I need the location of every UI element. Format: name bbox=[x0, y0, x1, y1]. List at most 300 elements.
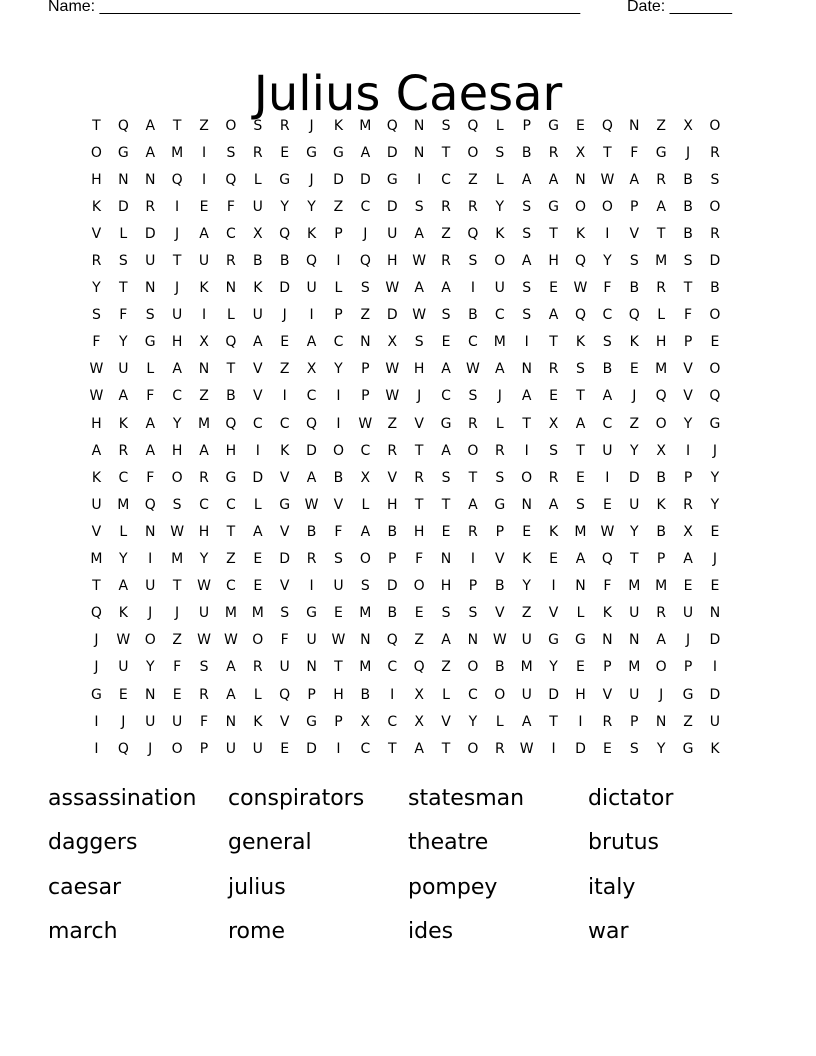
grid-letter: U bbox=[709, 713, 721, 730]
grid-letter: U bbox=[198, 253, 210, 270]
grid-letter: S bbox=[172, 496, 182, 513]
date-blank: _______ bbox=[669, 0, 732, 15]
grid-letter: R bbox=[656, 280, 667, 297]
grid-letter: J bbox=[175, 605, 180, 622]
grid-letter: U bbox=[279, 659, 290, 676]
grid-letter: O bbox=[574, 198, 586, 215]
grid-letter: J bbox=[685, 632, 691, 649]
grid-letter: R bbox=[279, 117, 290, 134]
grid-letter: I bbox=[94, 713, 99, 730]
grid-letter: L bbox=[334, 280, 343, 297]
grid-letter: I bbox=[201, 171, 207, 188]
grid-letter: J bbox=[175, 225, 180, 242]
grid-letter: O bbox=[359, 551, 371, 568]
grid-letter: N bbox=[144, 523, 156, 540]
page-title: Julius Caesar bbox=[253, 66, 563, 123]
grid-letter: Y bbox=[334, 361, 343, 378]
grid-letter: X bbox=[575, 144, 586, 161]
grid-letter: N bbox=[575, 171, 586, 188]
grid-letter: H bbox=[91, 171, 102, 188]
grid-letter: B bbox=[683, 171, 693, 188]
grid-letter: Y bbox=[92, 280, 101, 297]
grid-letter: W bbox=[116, 632, 131, 649]
grid-letter: B bbox=[468, 307, 478, 324]
grid-letter: K bbox=[629, 334, 639, 351]
grid-letter: B bbox=[521, 144, 532, 161]
grid-letter: E bbox=[280, 144, 290, 161]
grid-letter: Y bbox=[468, 713, 478, 730]
grid-letter: Z bbox=[279, 361, 290, 378]
grid-letter: V bbox=[387, 469, 398, 486]
grid-letter: Y bbox=[683, 415, 693, 432]
grid-letter: I bbox=[685, 442, 691, 459]
word-list-item: italy bbox=[588, 874, 636, 900]
grid-letter: U bbox=[387, 225, 398, 242]
grid-letter: S bbox=[468, 388, 478, 405]
grid-letter: J bbox=[94, 632, 99, 649]
grid-letter: A bbox=[521, 253, 532, 270]
grid-letter: Y bbox=[549, 659, 558, 676]
grid-letter: N bbox=[360, 334, 371, 351]
grid-letter: J bbox=[175, 280, 180, 297]
grid-letter: G bbox=[682, 740, 694, 757]
grid-letter: Y bbox=[629, 523, 639, 540]
grid-letter: W bbox=[89, 361, 104, 378]
grid-letter: O bbox=[171, 740, 183, 757]
grid-letter: G bbox=[225, 469, 237, 486]
grid-letter: L bbox=[119, 225, 128, 242]
grid-letter: S bbox=[360, 578, 370, 595]
grid-letter: R bbox=[656, 605, 667, 622]
grid-letter: Z bbox=[414, 632, 424, 649]
grid-letter: J bbox=[685, 144, 691, 161]
grid-letter: Q bbox=[413, 659, 425, 676]
grid-letter: C bbox=[226, 225, 236, 242]
grid-letter: G bbox=[494, 496, 506, 513]
grid-letter: Z bbox=[683, 713, 693, 730]
grid-letter: N bbox=[198, 361, 210, 378]
grid-letter: O bbox=[467, 659, 479, 676]
grid-letter: J bbox=[121, 713, 126, 730]
grid-letter: A bbox=[575, 415, 586, 432]
grid-letter: D bbox=[709, 632, 721, 649]
grid-letter: L bbox=[119, 523, 128, 540]
grid-letter: K bbox=[602, 605, 612, 622]
grid-letter: Q bbox=[117, 117, 129, 134]
grid-letter: V bbox=[441, 713, 451, 730]
grid-letter: U bbox=[521, 632, 532, 649]
grid-letter: C bbox=[118, 469, 129, 486]
grid-letter: N bbox=[655, 713, 667, 730]
grid-letter: R bbox=[494, 740, 505, 757]
grid-letter: A bbox=[145, 117, 156, 134]
grid-letter: A bbox=[306, 469, 317, 486]
grid-letter: M bbox=[655, 253, 668, 270]
grid-letter: A bbox=[360, 144, 371, 161]
grid-letter: I bbox=[524, 334, 529, 351]
grid-letter: U bbox=[252, 307, 263, 324]
grid-letter: L bbox=[495, 713, 504, 730]
grid-letter: D bbox=[252, 469, 264, 486]
grid-letter: B bbox=[387, 605, 398, 622]
grid-letter: O bbox=[709, 117, 721, 134]
grid-letter: U bbox=[629, 686, 640, 703]
grid-letter: O bbox=[467, 740, 479, 757]
grid-letter: A bbox=[118, 578, 129, 595]
grid-letter: I bbox=[282, 388, 287, 405]
grid-letter: X bbox=[656, 442, 666, 459]
grid-letter: X bbox=[360, 469, 371, 486]
grid-letter: A bbox=[253, 334, 263, 351]
grid-letter: O bbox=[601, 198, 613, 215]
grid-letter: A bbox=[414, 280, 424, 297]
grid-letter: I bbox=[148, 551, 153, 568]
grid-letter: W bbox=[197, 578, 211, 595]
grid-letter: G bbox=[386, 171, 398, 188]
grid-letter: A bbox=[548, 307, 559, 324]
grid-letter: H bbox=[386, 496, 398, 513]
grid-letter: E bbox=[549, 280, 559, 297]
grid-letter: W bbox=[492, 632, 507, 649]
grid-letter: V bbox=[495, 551, 505, 568]
grid-letter: G bbox=[306, 605, 317, 622]
grid-letter: H bbox=[386, 253, 398, 270]
grid-letter: Q bbox=[601, 551, 613, 568]
grid-letter: S bbox=[414, 198, 424, 215]
grid-letter: Q bbox=[306, 415, 318, 432]
grid-letter: M bbox=[359, 659, 372, 676]
grid-letter: X bbox=[199, 334, 209, 351]
grid-letter: X bbox=[548, 415, 559, 432]
grid-letter: R bbox=[548, 469, 559, 486]
grid-letter: O bbox=[413, 578, 425, 595]
grid-letter: L bbox=[253, 686, 262, 703]
grid-letter: R bbox=[468, 198, 478, 215]
word-list-item: julius bbox=[228, 874, 286, 900]
grid-letter: G bbox=[117, 144, 129, 161]
word-list-item: dictator bbox=[588, 785, 674, 811]
grid-letter: R bbox=[91, 253, 102, 270]
grid-letter: G bbox=[575, 632, 586, 649]
grid-letter: L bbox=[146, 361, 155, 378]
grid-letter: T bbox=[683, 280, 693, 297]
word-list-item: march bbox=[48, 919, 118, 945]
grid-letter: G bbox=[709, 415, 721, 432]
grid-letter: I bbox=[336, 253, 341, 270]
grid-letter: N bbox=[629, 117, 640, 134]
grid-letter: T bbox=[576, 388, 585, 405]
grid-letter: A bbox=[306, 334, 317, 351]
grid-letter: R bbox=[226, 253, 236, 270]
grid-letter: W bbox=[385, 388, 400, 405]
grid-letter: Q bbox=[144, 496, 156, 513]
grid-letter: R bbox=[252, 144, 263, 161]
grid-letter: A bbox=[145, 144, 156, 161]
grid-letter: V bbox=[414, 415, 424, 432]
grid-letter: C bbox=[279, 415, 290, 432]
grid-letter: B bbox=[683, 198, 693, 215]
grid-letter: S bbox=[683, 253, 693, 270]
grid-letter: U bbox=[306, 632, 317, 649]
grid-letter: C bbox=[441, 171, 451, 188]
grid-letter: X bbox=[252, 225, 263, 242]
grid-letter: K bbox=[575, 225, 586, 242]
grid-letter: R bbox=[683, 496, 693, 513]
grid-letter: I bbox=[94, 740, 99, 757]
grid-letter: K bbox=[306, 225, 317, 242]
grid-letter: Q bbox=[574, 307, 586, 324]
grid-letter: T bbox=[334, 659, 343, 676]
grid-letter: S bbox=[629, 740, 639, 757]
grid-letter: W bbox=[412, 253, 427, 270]
grid-letter: I bbox=[524, 442, 529, 459]
grid-letter: R bbox=[145, 198, 156, 215]
grid-letter: E bbox=[629, 361, 639, 378]
grid-letter: A bbox=[441, 361, 451, 378]
word-list-item: theatre bbox=[408, 830, 489, 856]
grid-letter: P bbox=[388, 551, 397, 568]
grid-letter: H bbox=[225, 442, 237, 459]
grid-letter: E bbox=[576, 117, 585, 134]
grid-letter: E bbox=[441, 523, 451, 540]
grid-letter: F bbox=[199, 713, 209, 730]
grid-letter: F bbox=[92, 334, 101, 351]
grid-letter: E bbox=[549, 388, 559, 405]
word-list-item: caesar bbox=[48, 874, 122, 900]
grid-letter: F bbox=[684, 307, 693, 324]
name-label: Name: bbox=[48, 0, 96, 15]
grid-letter: V bbox=[683, 361, 693, 378]
grid-letter: P bbox=[334, 713, 343, 730]
grid-letter: N bbox=[306, 659, 317, 676]
grid-letter: H bbox=[413, 523, 425, 540]
grid-letter: C bbox=[306, 388, 317, 405]
grid-letter: A bbox=[441, 280, 451, 297]
grid-letter: S bbox=[576, 496, 585, 513]
grid-letter: N bbox=[602, 632, 613, 649]
grid-letter: L bbox=[495, 171, 504, 188]
word-list-item: pompey bbox=[408, 874, 498, 900]
grid-letter: K bbox=[199, 280, 209, 297]
grid-letter: N bbox=[225, 713, 237, 730]
grid-letter: I bbox=[336, 388, 341, 405]
word-list-item: conspirators bbox=[228, 785, 365, 811]
grid-letter: Q bbox=[386, 117, 398, 134]
grid-letter: W bbox=[519, 740, 534, 757]
grid-letter: N bbox=[440, 551, 452, 568]
grid-letter: P bbox=[495, 523, 505, 540]
grid-letter: A bbox=[468, 496, 478, 513]
grid-letter: A bbox=[91, 442, 102, 459]
grid-letter: D bbox=[306, 740, 317, 757]
grid-letter: G bbox=[91, 686, 102, 703]
grid-letter: E bbox=[576, 659, 585, 676]
grid-letter: T bbox=[522, 415, 531, 432]
grid-letter: B bbox=[306, 523, 317, 540]
grid-letter: Z bbox=[226, 551, 236, 568]
grid-letter: F bbox=[119, 307, 128, 324]
grid-letter: N bbox=[144, 686, 156, 703]
grid-letter: Q bbox=[628, 307, 640, 324]
grid-letter: Y bbox=[199, 551, 209, 568]
grid-letter: E bbox=[280, 334, 290, 351]
grid-letter: J bbox=[417, 388, 422, 405]
grid-letter: V bbox=[548, 605, 559, 622]
grid-letter: T bbox=[172, 117, 182, 134]
grid-letter: O bbox=[655, 415, 667, 432]
grid-letter: W bbox=[170, 523, 185, 540]
grid-letter: T bbox=[656, 225, 666, 242]
name-blank: ______________________________________________________ bbox=[99, 0, 581, 15]
grid-letter: R bbox=[199, 686, 209, 703]
grid-letter: T bbox=[603, 144, 612, 161]
grid-letter: B bbox=[683, 225, 693, 242]
grid-letter: N bbox=[413, 117, 425, 134]
grid-letter: N bbox=[521, 361, 532, 378]
grid-letter: Y bbox=[522, 578, 531, 595]
grid-letter: A bbox=[656, 632, 666, 649]
grid-letter: U bbox=[602, 442, 613, 459]
grid-letter: V bbox=[279, 469, 290, 486]
grid-letter: A bbox=[199, 442, 209, 459]
grid-letter: T bbox=[226, 361, 236, 378]
grid-letter: Z bbox=[199, 388, 209, 405]
grid-letter: G bbox=[306, 144, 317, 161]
grid-letter: H bbox=[440, 578, 452, 595]
grid-letter: G bbox=[333, 144, 344, 161]
grid-letter: A bbox=[226, 686, 236, 703]
grid-letter: D bbox=[548, 686, 559, 703]
grid-letter: Q bbox=[386, 632, 398, 649]
grid-letter: C bbox=[360, 740, 371, 757]
grid-letter: E bbox=[602, 740, 612, 757]
grid-letter: S bbox=[710, 171, 720, 188]
grid-letter: S bbox=[441, 469, 451, 486]
grid-letter: S bbox=[253, 117, 263, 134]
grid-letter: O bbox=[494, 253, 506, 270]
grid-letter: A bbox=[414, 225, 424, 242]
grid-letter: C bbox=[199, 496, 209, 513]
grid-letter: U bbox=[171, 713, 183, 730]
grid-letter: S bbox=[199, 659, 209, 676]
grid-letter: I bbox=[201, 144, 207, 161]
grid-letter: E bbox=[522, 523, 532, 540]
grid-letter: T bbox=[226, 523, 236, 540]
grid-letter: W bbox=[223, 632, 238, 649]
grid-letter: S bbox=[629, 253, 639, 270]
grid-letter: U bbox=[306, 280, 317, 297]
grid-letter: W bbox=[304, 496, 319, 513]
grid-letter: E bbox=[172, 686, 182, 703]
grid-letter: H bbox=[91, 415, 102, 432]
grid-letter: U bbox=[252, 198, 263, 215]
grid-letter: I bbox=[551, 578, 556, 595]
grid-letter: J bbox=[309, 171, 314, 188]
grid-letter: O bbox=[171, 469, 183, 486]
grid-letter: K bbox=[656, 496, 666, 513]
word-list bbox=[48, 776, 768, 954]
grid-letter: T bbox=[414, 442, 424, 459]
grid-letter: X bbox=[306, 361, 317, 378]
grid-letter: I bbox=[336, 740, 341, 757]
grid-letter: I bbox=[470, 280, 475, 297]
grid-letter: A bbox=[253, 523, 263, 540]
grid-letter: G bbox=[440, 415, 452, 432]
grid-letter: U bbox=[225, 740, 237, 757]
grid-letter: X bbox=[683, 117, 693, 134]
grid-letter: K bbox=[495, 225, 505, 242]
grid-letter: C bbox=[602, 415, 613, 432]
grid-letter: D bbox=[386, 144, 398, 161]
grid-letter: B bbox=[279, 253, 290, 270]
grid-letter: T bbox=[468, 469, 478, 486]
grid-letter: Q bbox=[225, 171, 237, 188]
grid-letter: N bbox=[521, 496, 532, 513]
grid-letter: K bbox=[522, 551, 532, 568]
grid-letter: G bbox=[655, 144, 667, 161]
grid-letter: P bbox=[656, 551, 666, 568]
grid-letter: A bbox=[226, 659, 236, 676]
grid-letter: R bbox=[118, 442, 129, 459]
grid-letter: S bbox=[468, 605, 478, 622]
grid-letter: V bbox=[683, 388, 693, 405]
grid-letter: G bbox=[279, 496, 291, 513]
grid-letter: P bbox=[361, 361, 370, 378]
grid-letter: K bbox=[280, 442, 290, 459]
grid-letter: W bbox=[573, 280, 588, 297]
grid-letter: S bbox=[441, 307, 451, 324]
grid-letter: Z bbox=[656, 117, 666, 134]
grid-letter: R bbox=[468, 523, 478, 540]
grid-letter: F bbox=[415, 551, 424, 568]
grid-letter: W bbox=[385, 280, 400, 297]
grid-letter: K bbox=[253, 713, 263, 730]
grid-letter: Z bbox=[629, 415, 640, 432]
grid-letter: Q bbox=[359, 253, 371, 270]
grid-letter: B bbox=[360, 686, 371, 703]
grid-letter: J bbox=[363, 225, 368, 242]
grid-letter: L bbox=[361, 496, 370, 513]
word-list-item: brutus bbox=[588, 830, 659, 856]
grid-letter: O bbox=[467, 442, 479, 459]
grid-letter: W bbox=[358, 415, 373, 432]
grid-letter: T bbox=[549, 713, 558, 730]
grid-letter: B bbox=[710, 280, 720, 297]
grid-letter: Y bbox=[145, 659, 155, 676]
grid-letter: O bbox=[521, 469, 533, 486]
grid-letter: U bbox=[145, 713, 156, 730]
grid-letter: S bbox=[441, 117, 451, 134]
grid-letter: M bbox=[224, 605, 237, 622]
grid-letter: Y bbox=[656, 740, 666, 757]
word-list-item: general bbox=[228, 830, 312, 856]
grid-letter: Y bbox=[495, 198, 505, 215]
grid-letter: J bbox=[148, 605, 153, 622]
grid-letter: Z bbox=[333, 198, 344, 215]
grid-letter: Q bbox=[171, 171, 183, 188]
grid-letter: W bbox=[385, 361, 400, 378]
grid-letter: U bbox=[333, 578, 344, 595]
grid-letter: N bbox=[118, 171, 129, 188]
grid-letter: I bbox=[470, 551, 475, 568]
grid-letter: G bbox=[548, 198, 560, 215]
grid-letter: C bbox=[226, 578, 236, 595]
grid-letter: T bbox=[387, 740, 397, 757]
grid-letter: F bbox=[173, 659, 182, 676]
grid-letter: E bbox=[710, 523, 720, 540]
grid-letter: R bbox=[656, 171, 667, 188]
grid-letter: R bbox=[199, 469, 209, 486]
